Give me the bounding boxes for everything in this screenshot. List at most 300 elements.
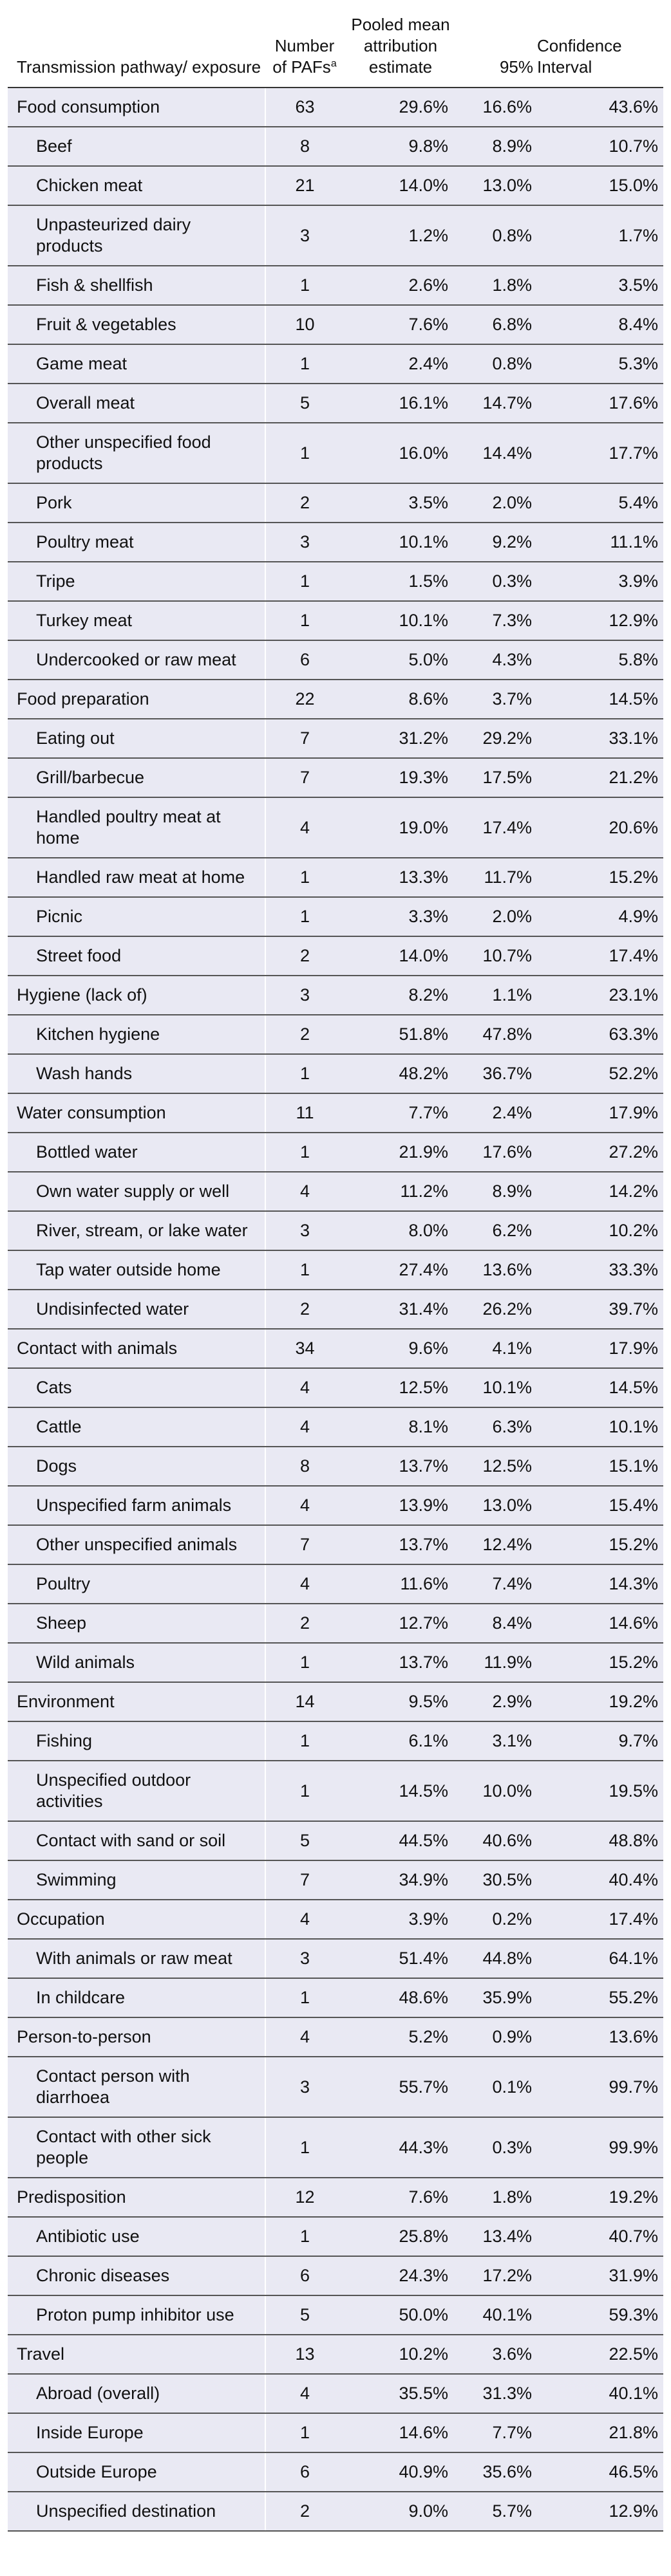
table-row — [8, 2256, 663, 2295]
category-row — [8, 1682, 663, 1721]
pooled-mean: 8.0% — [344, 1211, 457, 1250]
exposure-name: Tap water outside home — [8, 1250, 265, 1290]
exposure-name: Person-to-person — [8, 2017, 265, 2057]
table-row — [8, 127, 663, 166]
ci-upper: 20.6% — [534, 797, 663, 858]
paf-count: 4 — [265, 1486, 344, 1525]
exposure-name: Tripe — [8, 562, 265, 601]
table-row — [8, 2413, 663, 2452]
exposure-name: Unspecified destination — [8, 2492, 265, 2531]
exposure-name: Chicken meat — [8, 166, 265, 205]
ci-lower: 7.7% — [457, 2413, 534, 2452]
header-row — [8, 6, 663, 88]
paf-count: 10 — [265, 305, 344, 344]
exposure-name: Predisposition — [8, 2178, 265, 2217]
exposure-name: Food preparation — [8, 680, 265, 719]
exposure-name: Contact with sand or soil — [8, 1821, 265, 1860]
table-row — [8, 2057, 663, 2117]
ci-upper: 55.2% — [534, 1978, 663, 2017]
exposure-name: Environment — [8, 1682, 265, 1721]
ci-upper: 99.7% — [534, 2057, 663, 2117]
ci-lower: 12.4% — [457, 1525, 534, 1564]
pooled-mean: 19.0% — [344, 797, 457, 858]
exposure-name: Picnic — [8, 897, 265, 936]
pooled-mean: 2.4% — [344, 344, 457, 384]
table-row — [8, 858, 663, 897]
pooled-mean: 40.9% — [344, 2452, 457, 2492]
pooled-mean: 3.5% — [344, 483, 457, 523]
pooled-mean: 44.3% — [344, 2117, 457, 2178]
paf-count: 1 — [265, 2413, 344, 2452]
paf-count: 1 — [265, 1133, 344, 1172]
ci-lower: 47.8% — [457, 1015, 534, 1054]
pooled-mean: 3.3% — [344, 897, 457, 936]
category-row — [8, 88, 663, 127]
table-row — [8, 1290, 663, 1329]
ci-lower: 16.6% — [457, 88, 534, 127]
ci-upper: 21.2% — [534, 758, 663, 797]
pooled-mean: 35.5% — [344, 2374, 457, 2413]
pooled-mean: 9.0% — [344, 2492, 457, 2531]
exposure-name: Fish & shellfish — [8, 266, 265, 305]
paf-count: 3 — [265, 523, 344, 562]
exposure-name: Overall meat — [8, 384, 265, 423]
pooled-mean: 21.9% — [344, 1133, 457, 1172]
table-row — [8, 523, 663, 562]
table-row — [8, 1250, 663, 1290]
exposure-name: Contact person with diarrhoea — [8, 2057, 265, 2117]
pooled-mean: 24.3% — [344, 2256, 457, 2295]
table-row — [8, 1054, 663, 1093]
paf-count: 4 — [265, 2017, 344, 2057]
table-row — [8, 601, 663, 640]
exposure-name: In childcare — [8, 1978, 265, 2017]
exposure-name: Own water supply or well — [8, 1172, 265, 1211]
ci-upper: 5.4% — [534, 483, 663, 523]
paf-count: 2 — [265, 1015, 344, 1054]
ci-upper: 3.9% — [534, 562, 663, 601]
ci-lower: 2.0% — [457, 897, 534, 936]
ci-lower: 2.9% — [457, 1682, 534, 1721]
table-row — [8, 1643, 663, 1682]
ci-upper: 12.9% — [534, 601, 663, 640]
exposure-name: Poultry — [8, 1564, 265, 1604]
ci-lower: 2.0% — [457, 483, 534, 523]
table-row — [8, 1172, 663, 1211]
exposure-name: Fishing — [8, 1721, 265, 1761]
exposure-name: Bottled water — [8, 1133, 265, 1172]
table-row — [8, 205, 663, 266]
paf-count: 1 — [265, 2117, 344, 2178]
ci-lower: 14.4% — [457, 423, 534, 483]
pooled-mean: 7.6% — [344, 305, 457, 344]
paf-count: 1 — [265, 601, 344, 640]
ci-lower: 31.3% — [457, 2374, 534, 2413]
table-row — [8, 305, 663, 344]
pooled-mean: 31.2% — [344, 719, 457, 758]
ci-upper: 40.4% — [534, 1860, 663, 1900]
ci-lower: 4.3% — [457, 640, 534, 680]
ci-lower: 0.8% — [457, 205, 534, 266]
exposure-name: Undisinfected water — [8, 1290, 265, 1329]
category-row — [8, 2335, 663, 2374]
exposure-name: Handled poultry meat at home — [8, 797, 265, 858]
pooled-mean: 16.0% — [344, 423, 457, 483]
exposure-name: Game meat — [8, 344, 265, 384]
ci-upper: 14.3% — [534, 1564, 663, 1604]
table-row — [8, 384, 663, 423]
pooled-mean: 14.0% — [344, 936, 457, 976]
pooled-mean: 16.1% — [344, 384, 457, 423]
table-body — [8, 88, 663, 2531]
table-row — [8, 897, 663, 936]
exposure-name: River, stream, or lake water — [8, 1211, 265, 1250]
ci-upper: 31.9% — [534, 2256, 663, 2295]
ci-lower: 3.6% — [457, 2335, 534, 2374]
ci-upper: 64.1% — [534, 1939, 663, 1978]
ci-lower: 11.9% — [457, 1643, 534, 1682]
ci-upper: 27.2% — [534, 1133, 663, 1172]
ci-upper: 14.5% — [534, 1368, 663, 1407]
table-row — [8, 1211, 663, 1250]
paf-count: 8 — [265, 1447, 344, 1486]
ci-lower: 1.1% — [457, 976, 534, 1015]
paf-count: 34 — [265, 1329, 344, 1368]
table-row — [8, 797, 663, 858]
exposure-name: Wild animals — [8, 1643, 265, 1682]
paf-count: 1 — [265, 1761, 344, 1821]
ci-upper: 43.6% — [534, 88, 663, 127]
paf-count: 22 — [265, 680, 344, 719]
exposure-name: Other unspecified animals — [8, 1525, 265, 1564]
ci-upper: 4.9% — [534, 897, 663, 936]
category-row — [8, 1900, 663, 1939]
ci-upper: 59.3% — [534, 2295, 663, 2335]
ci-upper: 63.3% — [534, 1015, 663, 1054]
ci-upper: 8.4% — [534, 305, 663, 344]
ci-upper: 46.5% — [534, 2452, 663, 2492]
table-row — [8, 166, 663, 205]
exposure-name: Beef — [8, 127, 265, 166]
table-row — [8, 562, 663, 601]
pooled-mean: 29.6% — [344, 88, 457, 127]
table-row — [8, 266, 663, 305]
paf-count: 1 — [265, 423, 344, 483]
pooled-mean: 13.9% — [344, 1486, 457, 1525]
exposure-name: Occupation — [8, 1900, 265, 1939]
paf-count: 4 — [265, 797, 344, 858]
ci-upper: 15.2% — [534, 858, 663, 897]
ci-upper: 14.2% — [534, 1172, 663, 1211]
paf-count: 2 — [265, 2492, 344, 2531]
exposure-name: Outside Europe — [8, 2452, 265, 2492]
pooled-mean: 5.2% — [344, 2017, 457, 2057]
exposure-name: Water consumption — [8, 1093, 265, 1133]
ci-lower: 35.9% — [457, 1978, 534, 2017]
paf-count: 6 — [265, 2256, 344, 2295]
ci-lower: 0.3% — [457, 2117, 534, 2178]
exposure-name: Contact with animals — [8, 1329, 265, 1368]
paf-count: 1 — [265, 266, 344, 305]
table-row — [8, 344, 663, 384]
ci-upper: 5.3% — [534, 344, 663, 384]
ci-lower: 44.8% — [457, 1939, 534, 1978]
paf-count: 63 — [265, 88, 344, 127]
exposure-name: Other unspecified food products — [8, 423, 265, 483]
category-row — [8, 1329, 663, 1368]
ci-lower: 17.2% — [457, 2256, 534, 2295]
table-row — [8, 936, 663, 976]
ci-upper: 15.1% — [534, 1447, 663, 1486]
paf-count: 3 — [265, 205, 344, 266]
pooled-mean: 48.2% — [344, 1054, 457, 1093]
exposure-name: Eating out — [8, 719, 265, 758]
ci-lower: 8.9% — [457, 1172, 534, 1211]
ci-lower: 13.0% — [457, 166, 534, 205]
paf-count: 1 — [265, 1643, 344, 1682]
ci-upper: 19.5% — [534, 1761, 663, 1821]
paf-count: 5 — [265, 1821, 344, 1860]
exposure-name: Abroad (overall) — [8, 2374, 265, 2413]
paf-count: 4 — [265, 1564, 344, 1604]
table-row — [8, 1761, 663, 1821]
pooled-mean: 5.0% — [344, 640, 457, 680]
paf-count: 13 — [265, 2335, 344, 2374]
ci-lower: 13.4% — [457, 2217, 534, 2256]
header-number-of-pafs — [265, 6, 344, 88]
ci-upper: 19.2% — [534, 1682, 663, 1721]
paf-count: 11 — [265, 1093, 344, 1133]
paf-count: 1 — [265, 344, 344, 384]
pooled-mean: 51.8% — [344, 1015, 457, 1054]
paf-count: 4 — [265, 1368, 344, 1407]
ci-upper: 17.4% — [534, 936, 663, 976]
paf-count: 4 — [265, 1172, 344, 1211]
pooled-mean: 13.3% — [344, 858, 457, 897]
ci-lower: 30.5% — [457, 1860, 534, 1900]
pooled-mean: 48.6% — [344, 1978, 457, 2017]
ci-lower: 8.9% — [457, 127, 534, 166]
ci-lower: 13.0% — [457, 1486, 534, 1525]
paf-count: 1 — [265, 897, 344, 936]
ci-lower: 2.4% — [457, 1093, 534, 1133]
ci-upper: 40.7% — [534, 2217, 663, 2256]
paf-count: 1 — [265, 1054, 344, 1093]
paf-count: 12 — [265, 2178, 344, 2217]
ci-upper: 15.4% — [534, 1486, 663, 1525]
ci-lower: 26.2% — [457, 1290, 534, 1329]
ci-lower: 0.3% — [457, 562, 534, 601]
pooled-mean: 10.1% — [344, 523, 457, 562]
paf-count: 2 — [265, 1290, 344, 1329]
ci-upper: 3.5% — [534, 266, 663, 305]
paf-count: 3 — [265, 1211, 344, 1250]
ci-upper: 33.3% — [534, 1250, 663, 1290]
ci-lower: 6.3% — [457, 1407, 534, 1447]
ci-lower: 10.7% — [457, 936, 534, 976]
pooled-mean: 13.7% — [344, 1447, 457, 1486]
table-row — [8, 758, 663, 797]
exposure-name: Handled raw meat at home — [8, 858, 265, 897]
table-row — [8, 2374, 663, 2413]
ci-lower: 9.2% — [457, 523, 534, 562]
paf-count: 7 — [265, 1525, 344, 1564]
pooled-mean: 13.7% — [344, 1525, 457, 1564]
table-row — [8, 1604, 663, 1643]
ci-lower: 7.3% — [457, 601, 534, 640]
pooled-mean: 7.6% — [344, 2178, 457, 2217]
ci-upper: 12.9% — [534, 2492, 663, 2531]
ci-lower: 0.8% — [457, 344, 534, 384]
exposure-name: Undercooked or raw meat — [8, 640, 265, 680]
paf-count: 3 — [265, 2057, 344, 2117]
ci-lower: 1.8% — [457, 266, 534, 305]
ci-lower: 4.1% — [457, 1329, 534, 1368]
pooled-mean: 12.7% — [344, 1604, 457, 1643]
exposure-name: With animals or raw meat — [8, 1939, 265, 1978]
exposure-name: Pork — [8, 483, 265, 523]
exposure-name: Chronic diseases — [8, 2256, 265, 2295]
ci-lower: 36.7% — [457, 1054, 534, 1093]
paf-count: 4 — [265, 1407, 344, 1447]
exposure-name: Antibiotic use — [8, 2217, 265, 2256]
ci-upper: 11.1% — [534, 523, 663, 562]
ci-lower: 10.0% — [457, 1761, 534, 1821]
table-row — [8, 2492, 663, 2531]
paf-count: 7 — [265, 758, 344, 797]
table-row — [8, 1860, 663, 1900]
table-row — [8, 1368, 663, 1407]
ci-upper: 15.0% — [534, 166, 663, 205]
paf-count: 3 — [265, 1939, 344, 1978]
exposure-name: Wash hands — [8, 1054, 265, 1093]
ci-upper: 21.8% — [534, 2413, 663, 2452]
pooled-mean: 8.2% — [344, 976, 457, 1015]
pooled-mean: 34.9% — [344, 1860, 457, 1900]
paf-count: 6 — [265, 640, 344, 680]
exposure-name: Dogs — [8, 1447, 265, 1486]
exposure-name: Unspecified outdoor activities — [8, 1761, 265, 1821]
pooled-mean: 9.6% — [344, 1329, 457, 1368]
ci-upper: 17.7% — [534, 423, 663, 483]
pooled-mean: 27.4% — [344, 1250, 457, 1290]
ci-upper: 99.9% — [534, 2117, 663, 2178]
exposure-name: Grill/barbecue — [8, 758, 265, 797]
ci-lower: 17.6% — [457, 1133, 534, 1172]
header-ci-percent: 95% — [457, 6, 534, 88]
table-row — [8, 1525, 663, 1564]
category-row — [8, 2178, 663, 2217]
paf-count: 3 — [265, 976, 344, 1015]
exposure-name: Street food — [8, 936, 265, 976]
ci-upper: 17.9% — [534, 1093, 663, 1133]
ci-upper: 39.7% — [534, 1290, 663, 1329]
ci-lower: 10.1% — [457, 1368, 534, 1407]
exposure-name: Fruit & vegetables — [8, 305, 265, 344]
ci-upper: 17.6% — [534, 384, 663, 423]
exposure-name: Poultry meat — [8, 523, 265, 562]
pooled-mean: 10.1% — [344, 601, 457, 640]
ci-upper: 19.2% — [534, 2178, 663, 2217]
ci-upper: 15.2% — [534, 1643, 663, 1682]
ci-lower: 3.7% — [457, 680, 534, 719]
pooled-mean: 14.6% — [344, 2413, 457, 2452]
paf-count: 4 — [265, 1900, 344, 1939]
paf-count: 5 — [265, 384, 344, 423]
pooled-mean: 9.8% — [344, 127, 457, 166]
pooled-mean: 6.1% — [344, 1721, 457, 1761]
category-row — [8, 680, 663, 719]
ci-upper: 17.9% — [534, 1329, 663, 1368]
pooled-mean: 8.6% — [344, 680, 457, 719]
exposure-name: Proton pump inhibitor use — [8, 2295, 265, 2335]
exposure-name: Travel — [8, 2335, 265, 2374]
pooled-mean: 13.7% — [344, 1643, 457, 1682]
exposure-name: Unspecified farm animals — [8, 1486, 265, 1525]
ci-lower: 0.2% — [457, 1900, 534, 1939]
exposure-name: Food consumption — [8, 88, 265, 127]
paf-count: 1 — [265, 562, 344, 601]
ci-lower: 0.1% — [457, 2057, 534, 2117]
pooled-mean: 50.0% — [344, 2295, 457, 2335]
paf-count: 21 — [265, 166, 344, 205]
paf-count: 6 — [265, 2452, 344, 2492]
pooled-mean: 2.6% — [344, 266, 457, 305]
table-row — [8, 1133, 663, 1172]
table-row — [8, 640, 663, 680]
paf-count: 4 — [265, 2374, 344, 2413]
ci-lower: 13.6% — [457, 1250, 534, 1290]
exposure-name: Hygiene (lack of) — [8, 976, 265, 1015]
table-row — [8, 1978, 663, 2017]
exposure-name: Cattle — [8, 1407, 265, 1447]
exposure-name: Turkey meat — [8, 601, 265, 640]
paf-count: 2 — [265, 483, 344, 523]
paf-count: 1 — [265, 1721, 344, 1761]
footnote-marker: a — [330, 58, 337, 69]
ci-lower: 14.7% — [457, 384, 534, 423]
exposure-name: Cats — [8, 1368, 265, 1407]
paf-count: 5 — [265, 2295, 344, 2335]
ci-lower: 40.6% — [457, 1821, 534, 1860]
table-row — [8, 2295, 663, 2335]
paf-count: 2 — [265, 936, 344, 976]
paf-count: 7 — [265, 719, 344, 758]
ci-lower: 1.8% — [457, 2178, 534, 2217]
table-row — [8, 2117, 663, 2178]
header-pathway: Transmission pathway/ exposure — [8, 6, 265, 88]
ci-lower: 6.8% — [457, 305, 534, 344]
pooled-mean: 7.7% — [344, 1093, 457, 1133]
pooled-mean: 19.3% — [344, 758, 457, 797]
table-row — [8, 1447, 663, 1486]
exposure-name: Inside Europe — [8, 2413, 265, 2452]
ci-lower: 5.7% — [457, 2492, 534, 2531]
table-row — [8, 483, 663, 523]
pooled-mean: 11.2% — [344, 1172, 457, 1211]
ci-upper: 52.2% — [534, 1054, 663, 1093]
ci-upper: 48.8% — [534, 1821, 663, 1860]
ci-upper: 14.6% — [534, 1604, 663, 1643]
table-row — [8, 1721, 663, 1761]
table-row — [8, 2217, 663, 2256]
category-row — [8, 2017, 663, 2057]
pooled-mean: 12.5% — [344, 1368, 457, 1407]
ci-upper: 33.1% — [534, 719, 663, 758]
attribution-table — [8, 6, 663, 2532]
ci-lower: 11.7% — [457, 858, 534, 897]
pooled-mean: 1.2% — [344, 205, 457, 266]
